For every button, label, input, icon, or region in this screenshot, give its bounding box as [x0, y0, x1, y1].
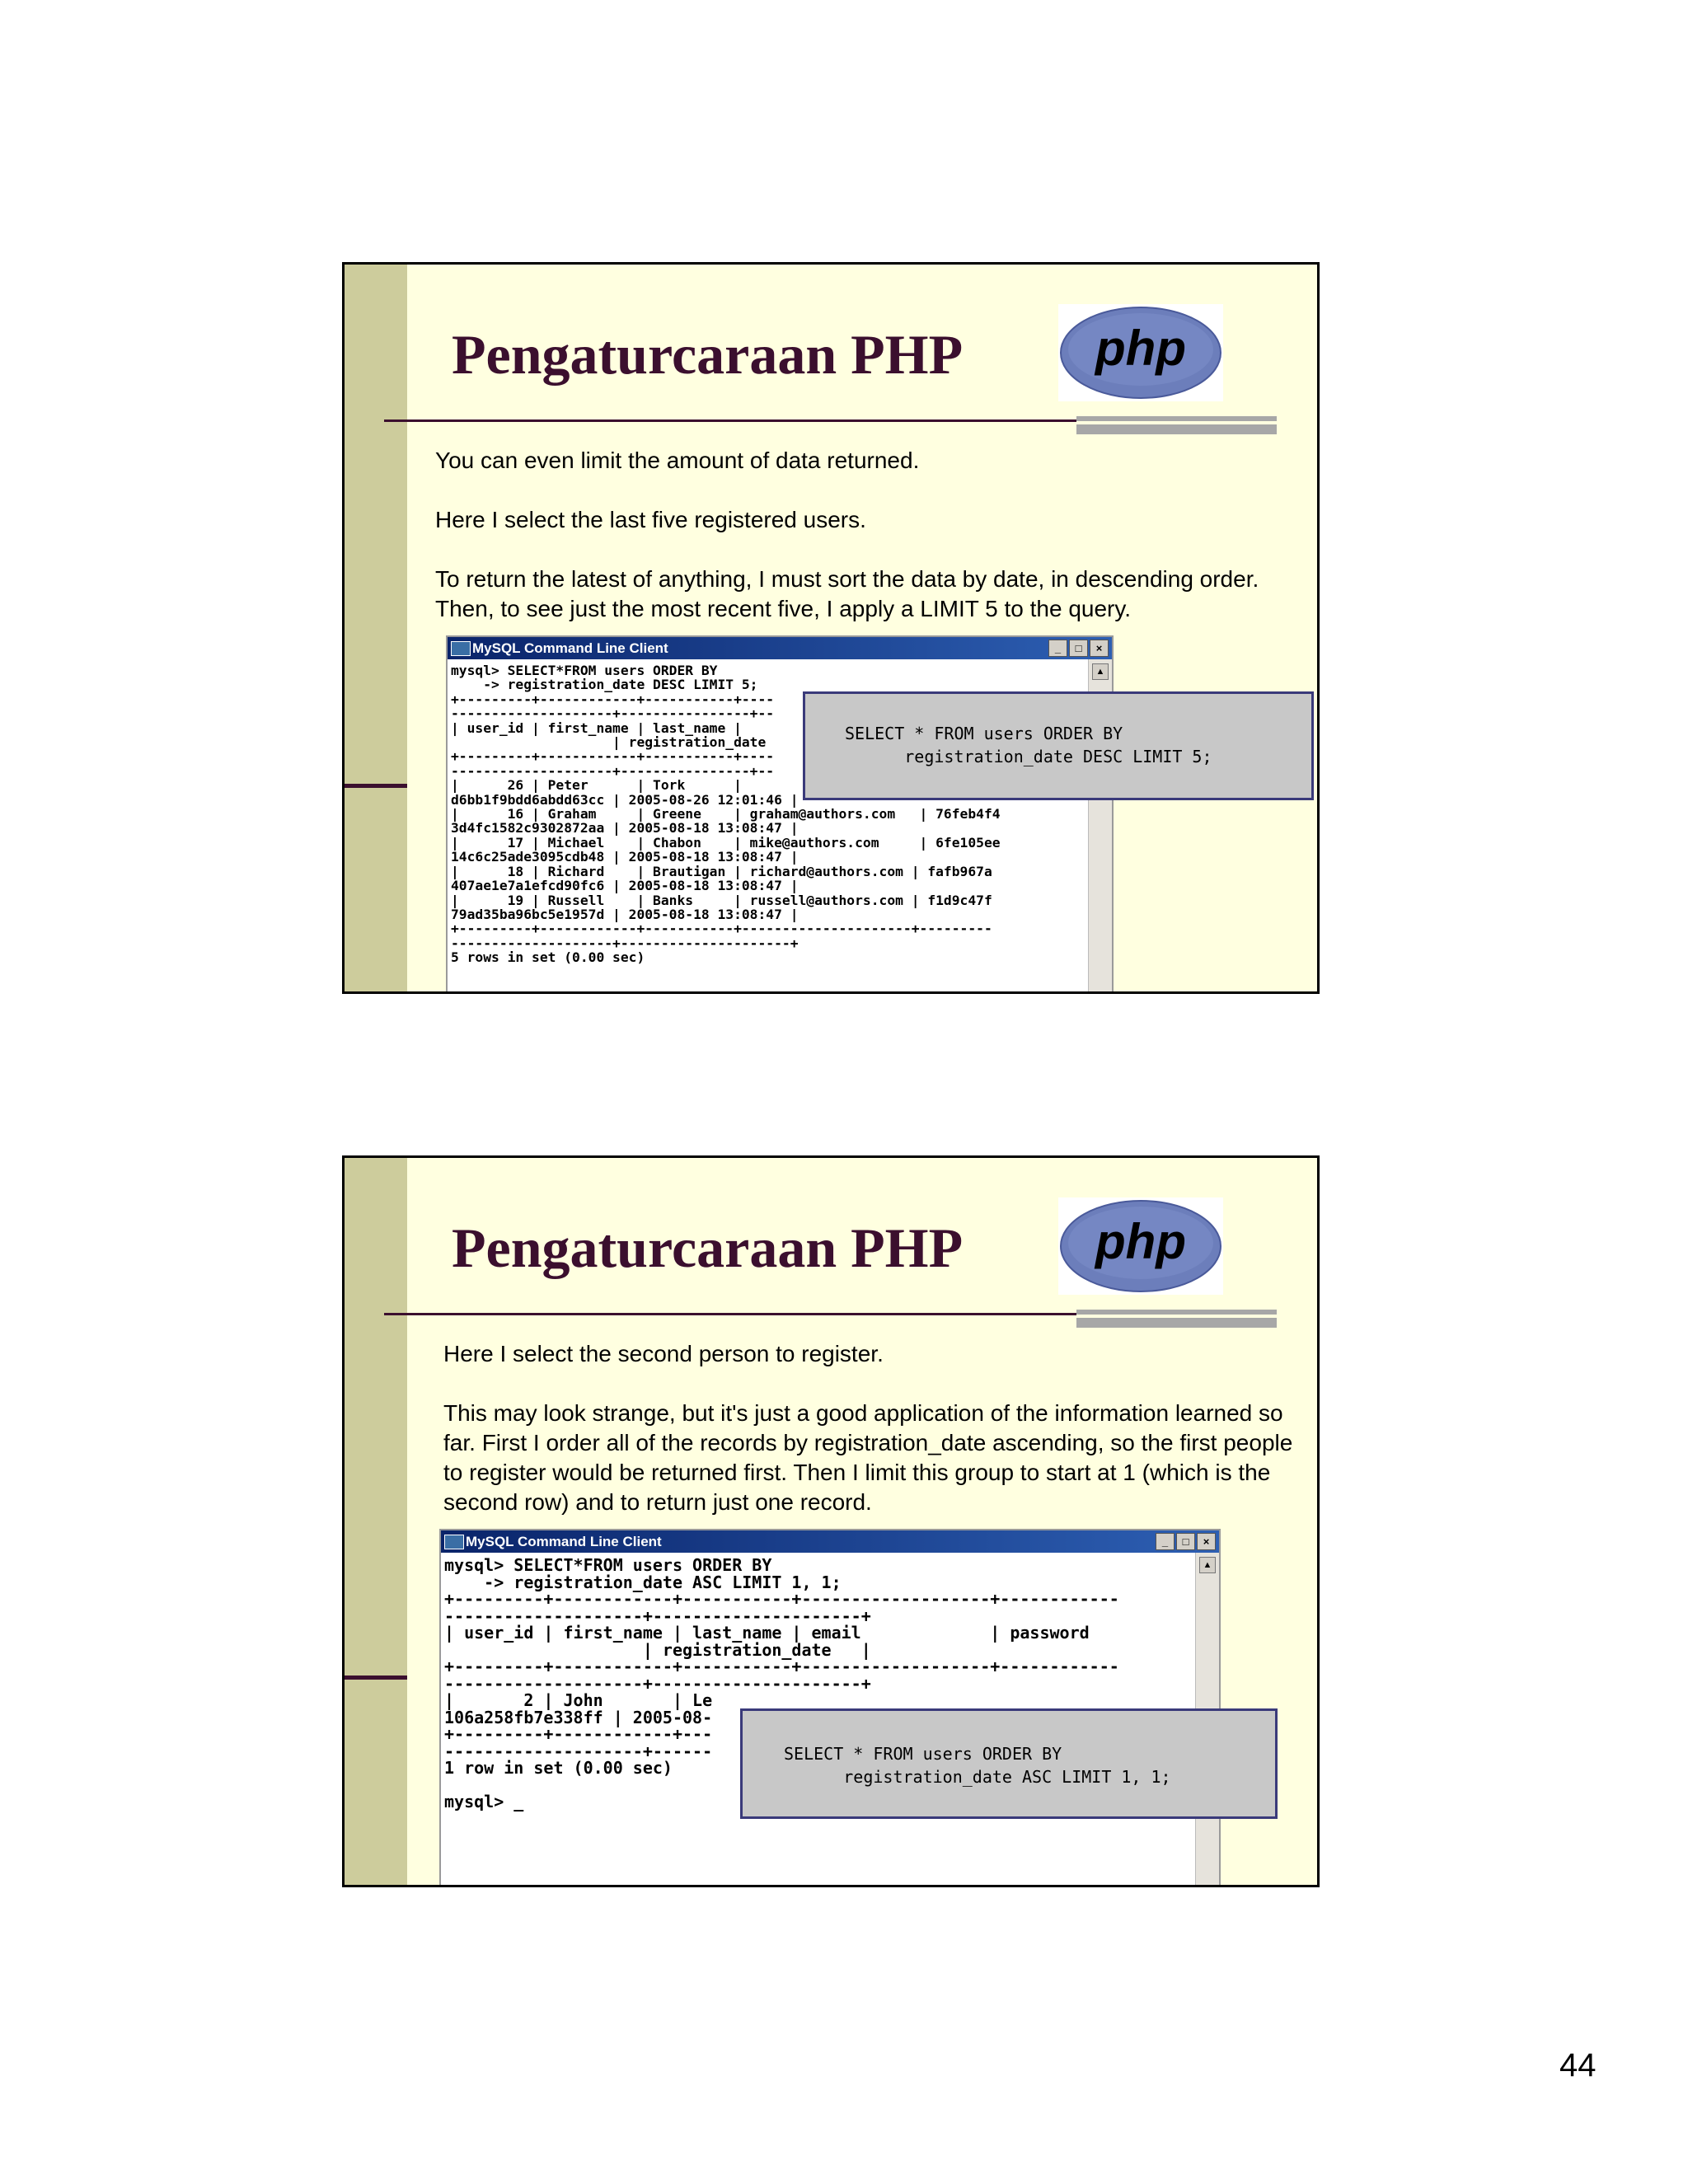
maximize-button[interactable]: □ [1176, 1533, 1195, 1550]
slide-side-bar [345, 1158, 407, 1885]
title-rule-accent [1076, 1310, 1277, 1328]
slide-side-marker [345, 1675, 407, 1680]
sql-query-callout: SELECT * FROM users ORDER BY registration_date DESC LIMIT 5; [803, 691, 1314, 800]
php-logo-icon [1058, 1197, 1223, 1295]
paragraph: Here I select the last five registered users. [435, 507, 866, 532]
slide-title: Pengaturcaraan PHP [452, 1216, 964, 1279]
slide-1 [342, 262, 1320, 994]
slide-title: Pengaturcaraan PHP [452, 323, 964, 386]
scroll-up-arrow-icon[interactable]: ▲ [1199, 1557, 1216, 1573]
window-titlebar [448, 637, 1112, 659]
scroll-up-arrow-icon[interactable]: ▲ [1092, 663, 1109, 680]
mysql-console-window [446, 635, 1114, 994]
php-logo-icon [1058, 304, 1223, 401]
paragraph: This may look strange, but it's just a good application of the information learned so far. First I order all of the records by registration_date ascending, so the first people to register would be returned first. Then I limit this group to start at 1 (which is the second row) and to return just one record. [443, 1400, 1293, 1515]
slide-2 [342, 1155, 1320, 1887]
console-output: mysql> SELECT*FROM users ORDER BY -> registration_date DESC LIMIT 5; +---------+------------+-----------+---- --------------------+----------------+-- | user_id | first_name | last_name | | registration_date +---------+------------+-----------+---- --------------------+----------------+-- | 26 | Peter | Tork | d6bb1f9bdd6abdd63cc | 2005-08-26 12:01:46 | | 16 | Graham | Greene | graham@authors.com | 76feb4f4 3d4fc1582c9302872aa | 2005-08-18 13:08:47 | | 17 | Michael | Chabon | mike@authors.com | 6fe105ee 14c6c25ade3095cdb48 | 2005-08-18 13:08:47 | | 18 | Richard | Brautigan | richard@authors.com | fafb967a 407ae1e7a1efcd90fc6 | 2005-08-18 13:08:47 | | 19 | Russell | Banks | russell@authors.com | f1d9c47f 79ad35ba96bc5e1957d | 2005-08-18 13:08:47 | +---------+------------+-----------+---------------------+--------- --------------------+---------------------+ 5 rows in set (0.00 sec) [451, 663, 1001, 966]
slide-side-bar [345, 265, 407, 991]
maximize-button[interactable]: □ [1069, 640, 1088, 657]
close-button[interactable]: × [1090, 640, 1109, 657]
page-number: 44 [1559, 2047, 1597, 2083]
paragraph: You can even limit the amount of data returned. [435, 448, 920, 473]
svg-text:php: php [1095, 321, 1186, 376]
close-button[interactable]: × [1197, 1533, 1216, 1550]
console-output: mysql> SELECT*FROM users ORDER BY -> registration_date ASC LIMIT 1, 1; +---------+------------+-----------+-------------------+------------ --------------------+---------------------+ | user_id | first_name | last_name | email | password | registration_date | +---------+------------+-----------+-------------------+------------ --------------------+---------------------+ | 2 | John | Le 106a258fb7e338ff | 2005-08- +---------+------------+--- --------------------+------ 1 row in set (0.00 sec) mysql> _ [444, 1557, 1119, 1811]
window-title: MySQL Command Line Client [466, 1534, 662, 1549]
svg-text:php: php [1095, 1214, 1186, 1269]
slide-side-marker [345, 784, 407, 788]
sql-query-callout: SELECT * FROM users ORDER BY registration_date ASC LIMIT 1, 1; [740, 1708, 1278, 1819]
minimize-button[interactable]: _ [1156, 1533, 1175, 1550]
minimize-button[interactable]: _ [1048, 640, 1067, 657]
mysql-app-icon [444, 1535, 464, 1549]
mysql-app-icon [451, 641, 471, 656]
window-titlebar [441, 1530, 1219, 1553]
paragraph: Here I select the second person to register. [443, 1341, 884, 1366]
window-title: MySQL Command Line Client [472, 640, 668, 656]
title-rule-accent [1076, 416, 1277, 434]
paragraph: To return the latest of anything, I must sort the data by date, in descending order. Then, to see just the most recent five, I apply a LIMIT 5 to the query. [435, 566, 1259, 621]
